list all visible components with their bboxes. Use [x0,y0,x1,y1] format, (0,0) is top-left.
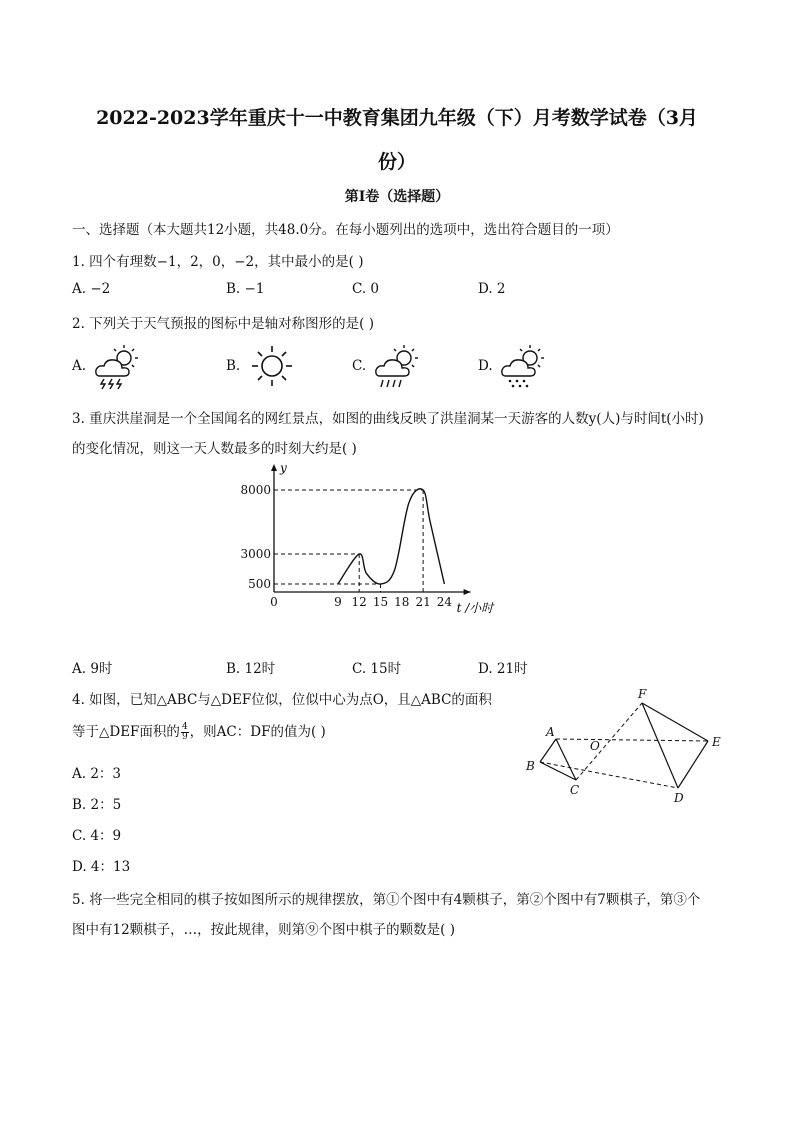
chart-x-tick-label: 0 [270,595,278,609]
q5-stem-line2: 图中有12颗棋子，…，按此规律，则第⑨个图中棋子的颗数是( ) [72,922,456,938]
q3-option-a: A. 9时 [72,661,113,677]
q1-stem: 1. 四个有理数−1，2，0，−2，其中最小的是( ) [72,254,364,270]
sun-cloud-rain-icon [372,342,424,390]
chart-y-arrow [271,464,277,471]
chart-x-tick-label: 15 [372,595,389,609]
fraction-four-ninths [181,723,189,742]
q3-stem-line2: 的变化情况，则这一天人数最多的时刻大约是( ) [72,441,357,457]
q2-option-c: C. [352,358,367,374]
sun-icon [248,344,296,388]
q1-option-b: B. −1 [226,281,265,297]
q3-stem-line1: 3. 重庆洪崖洞是一个全国闻名的网红景点，如图的曲线反映了洪崖洞某一天游客的人数y(人)与时间t(小时) [72,411,704,427]
chart-x-arrow [464,589,471,595]
q1-option-a: A. −2 [72,281,111,297]
exam-title [60,96,734,184]
tourist-count-chart [232,458,562,618]
point-e-label: E [712,735,721,749]
chart-y-tick-label: 500 [248,577,271,591]
q1-option-d: D. 2 [478,281,506,297]
point-d-label: D [674,791,684,805]
chart-xlabel: t /小时 [456,601,494,615]
fraction-numerator: 4 [181,722,188,732]
q5-stem-line1: 5. 将一些完全相同的棋子按如图所示的规律摆放，第①个图中有4颗棋子，第②个图中有7颗棋子，第③个 [72,892,701,908]
q2-stem: 2. 下列关于天气预报的图标中是轴对称图形的是( ) [72,316,374,332]
point-f-label: F [638,687,647,701]
chart-x-tick-label: 12 [351,595,367,609]
chart-x-tick-label: 21 [415,595,431,609]
sun-cloud-snow-icon [498,342,550,390]
part1-heading: 一、选择题（本大题共12小题，共48.0分。在每小题列出的选项中，选出符合题目的一项） [72,222,619,238]
chart-x-tick-label: 9 [334,595,342,609]
point-b-label: B [526,759,535,773]
q4-option-d: D. 4：13 [72,859,131,875]
q4-option-b: B. 2：5 [72,797,122,813]
point-o-label: O [590,739,600,753]
exam-title-line1: 2022-2023学年重庆十一中教育集团九年级（下）月考数学试卷（3月 [96,107,698,129]
q3-option-d: D. 21时 [478,661,528,677]
point-c-label: C [570,783,580,797]
chart-x-tick-label: 24 [436,595,453,609]
chart-y-tick-label: 8000 [240,483,271,497]
q3-option-c: C. 15时 [352,661,402,677]
q4-stem-part-b: ，则AC：DF的值为( ) [189,724,326,740]
similar-triangles-figure [520,684,730,808]
q4-option-c: C. 4：9 [72,828,122,844]
section-title: 第I卷（选择题） [344,189,450,205]
fraction-denominator: 9 [181,732,188,742]
q1-option-c: C. 0 [352,281,380,297]
q2-option-d: D. [478,358,493,374]
q2-option-a: A. [72,358,87,374]
point-a-label: A [546,725,555,739]
chart-series-line [338,489,445,584]
chart-ylabel: y [280,461,287,475]
sun-cloud-lightning-icon [92,342,144,390]
chart-x-tick-label: 18 [394,595,410,609]
q2-option-b: B. [226,358,241,374]
chart-y-tick-label: 3000 [240,547,271,561]
q4-option-a: A. 2：3 [72,766,122,782]
q4-stem-line1: 4. 如图，已知△ABC与△DEF位似，位似中心为点O，且△ABC的面积 [72,692,492,708]
q3-option-b: B. 12时 [226,661,276,677]
q4-stem-part-a: 等于△DEF面积的 [72,724,180,740]
exam-title-line2: 份） [377,151,416,173]
q4-stem-line2 [72,720,326,742]
